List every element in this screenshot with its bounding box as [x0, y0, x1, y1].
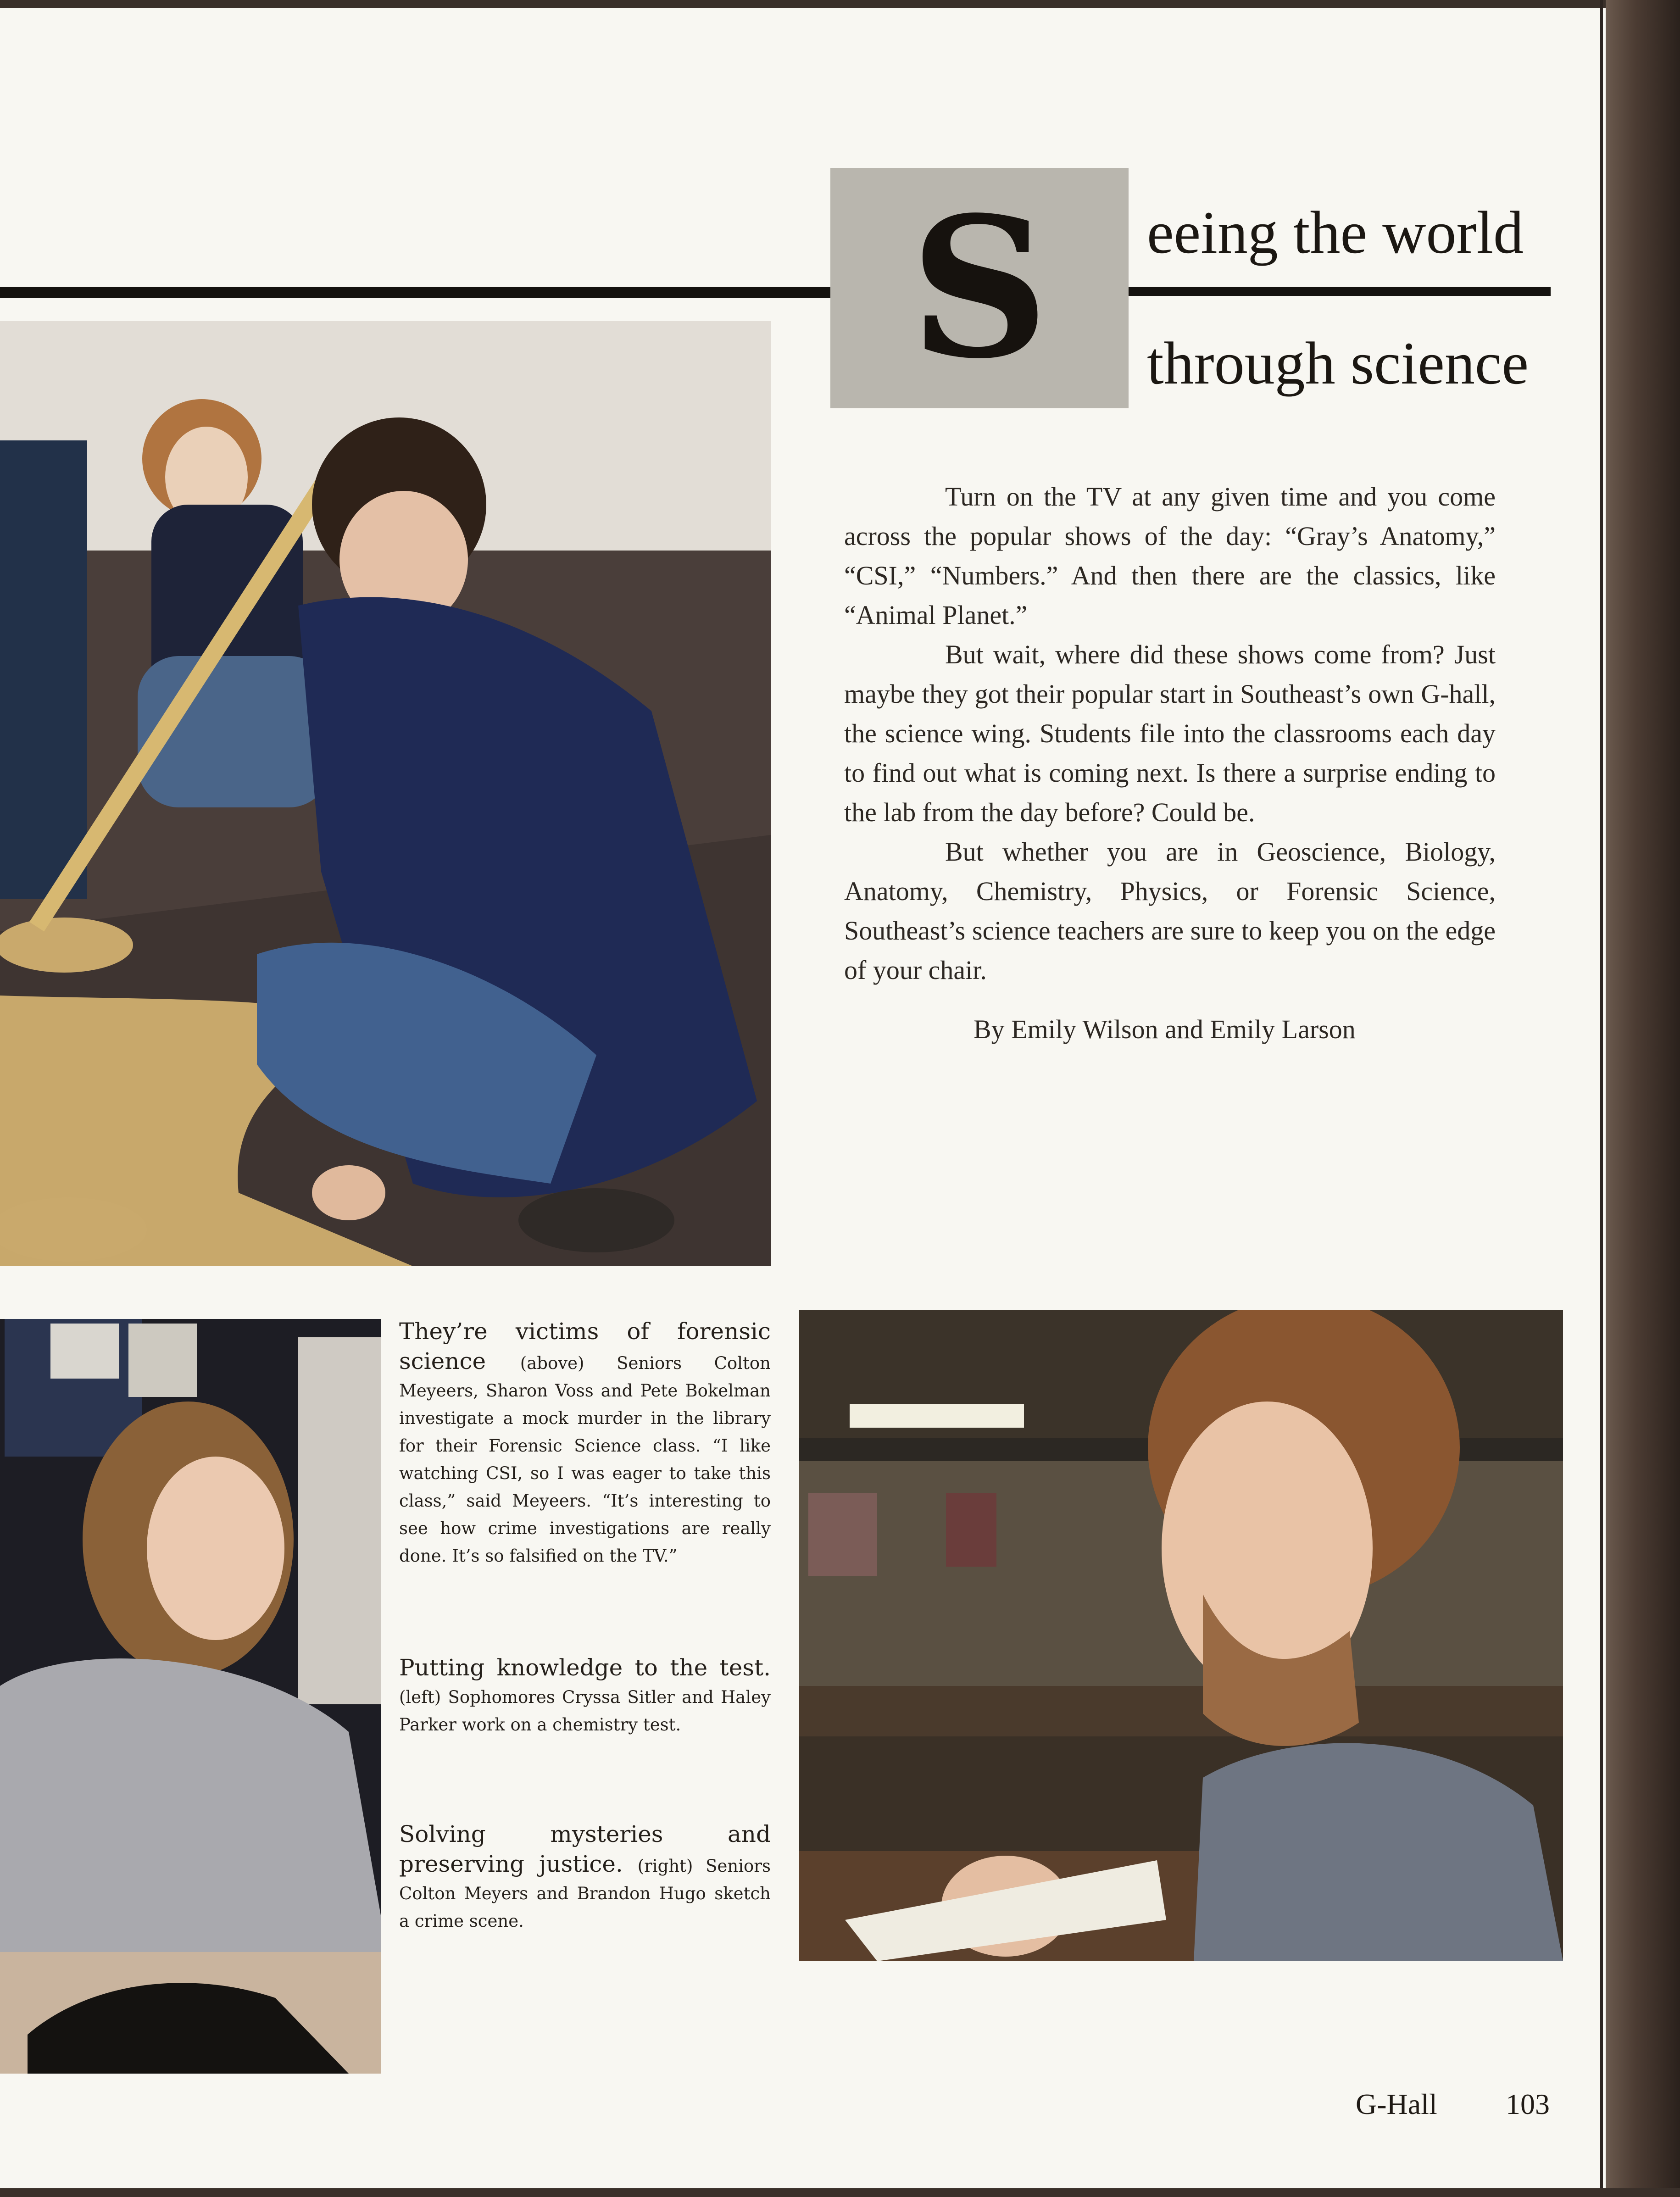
headline-rule-left [0, 287, 830, 298]
caption-crime-scene-text: (right) Seniors Colton Meyers and Brandon Hugo sketch a crime scene. [399, 1856, 771, 1931]
forensic-photo-drawing [0, 321, 771, 1266]
caption-chemistry [399, 1654, 771, 1739]
article-paragraph-3: But whether you are in Geoscience, Biology, Anatomy, Chemistry, Physics, or Forensic Science, Southeast’s science teachers are sure to keep you on the edge of your chair. [844, 837, 1496, 985]
headline-rule-right [1129, 287, 1551, 296]
binding-line [1600, 0, 1603, 2197]
article-paragraph-2: But wait, where did these shows come from? Just maybe they got their popular start in Southeast’s own G-hall, the science wing. Students file into the classrooms each day to find out what is coming next. Is there a surprise ending to the lab from the day before? Could be. [844, 640, 1496, 827]
article-paragraph-1: Turn on the TV at any given time and you come across the popular shows of the day: “Gray’s Anatomy,” “CSI,” “Numbers.” And then there are the classics, like “Animal Planet.” [844, 482, 1496, 630]
drop-cap-letter: S [910, 175, 1049, 401]
article-body [844, 477, 1496, 990]
photo-crime-scene-sketch [799, 1310, 1563, 1961]
book-binding [1606, 0, 1680, 2197]
caption-crime-scene-lead: Solving mysteries and preserving justice. [399, 1821, 771, 1877]
footer-section-name: G-Hall [1356, 2088, 1437, 2120]
caption-forensic [399, 1318, 771, 1570]
headline-line-2: through science [1147, 329, 1529, 397]
page-top-edge [0, 0, 1680, 8]
caption-chemistry-text: (left) Sophomores Cryssa Sitler and Haley Parker work on a chemistry test. [399, 1687, 771, 1735]
caption-crime-scene [399, 1820, 771, 1935]
caption-chemistry-lead: Putting knowledge to the test. [399, 1654, 771, 1681]
chemistry-photo-drawing [0, 1319, 381, 2074]
page-bottom-edge [0, 2188, 1680, 2197]
photo-forensic-students [0, 321, 771, 1266]
byline: By Emily Wilson and Emily Larson [974, 1014, 1356, 1044]
caption-forensic-lead: They’re victims of forensic science [399, 1318, 771, 1374]
headline-line-1: eeing the world [1147, 199, 1524, 266]
caption-forensic-text: (above) Seniors Colton Meyeers, Sharon Voss and Pete Bokelman investigate a mock murder in the library for their Forensic Science class. “I like watching CSI, so I was eager to take this class,” said Meyeers. “It’s interesting to see how crime investigations are really done. It’s so falsified on the TV.” [399, 1353, 771, 1566]
crime-scene-photo-drawing [799, 1310, 1563, 1961]
page-number: 103 [1506, 2088, 1550, 2120]
photo-chemistry-test [0, 1319, 381, 2074]
